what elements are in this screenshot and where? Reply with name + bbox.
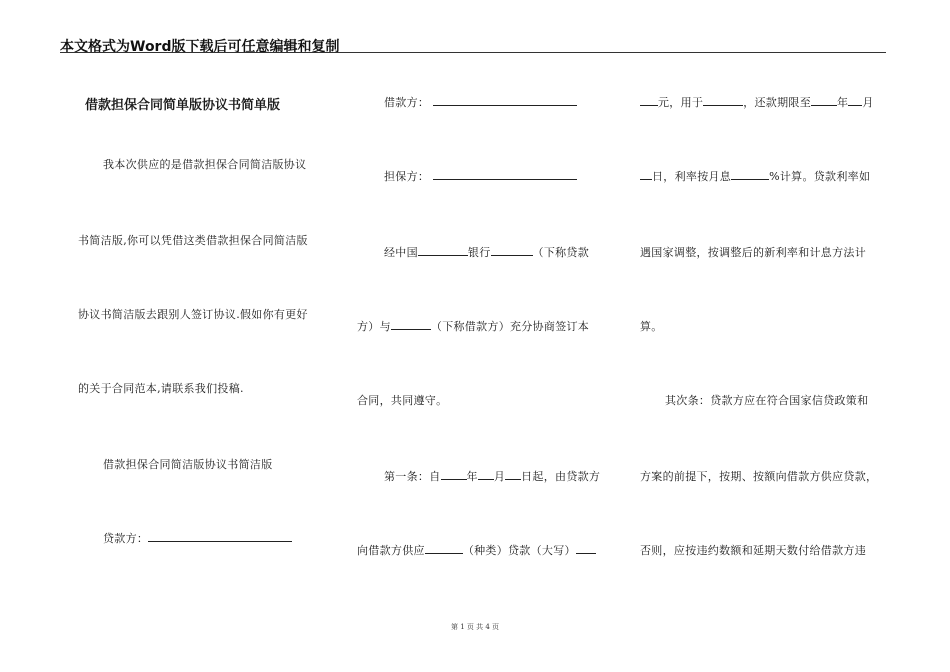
text-span: 银行 [467,246,491,259]
document-title: 借款担保合同简单版协议书简单版 [85,98,281,113]
text-span: 年 [466,470,478,483]
intro-line-2: 书简洁版,你可以凭借这类借款担保合同简洁版 [78,234,308,247]
borrower-line [384,94,577,110]
interest-rate-blank [731,170,769,180]
text-span: 月 [862,96,874,109]
text-span: （种类）贷款（大写） [462,544,576,557]
loan-type-blank [425,544,463,554]
intro-line-3: 协议书简洁版去跟别人签订协议.假如你有更好 [78,308,308,321]
lender-blank [148,532,292,542]
text-span: 年 [837,96,849,109]
amount-cont-blank [640,96,658,106]
page-number: 第 1 页 共 4 页 [450,623,500,631]
text-span: 经中国 [384,246,418,259]
col3-line-4: 算。 [640,320,663,333]
text-span: （下称贷款 [532,246,590,259]
text-span: （下称借款方）充分协商签订本 [430,320,590,333]
year-blank [441,470,467,480]
due-day-blank [640,170,652,180]
lender-line [103,530,292,546]
guarantor-blank [433,170,577,180]
guarantor-line [384,168,577,184]
amount-blank [576,544,596,554]
text-span: 向借款方供应 [357,544,425,557]
due-month-blank [848,96,862,106]
text-span: %计算。贷款利率如 [769,170,871,183]
article-1-line-2 [357,542,596,558]
guarantor-label: 担保方： [384,170,430,183]
borrower-blank [433,96,577,106]
intro-line-4: 的关于合同范本,请联系我们投稿. [78,382,244,395]
purpose-blank [703,96,743,106]
month-blank [478,470,494,480]
col3-line-2 [640,168,870,184]
clause-line-2 [357,318,589,334]
col3-line-3: 遇国家调整，按调整后的新利率和计息方法计 [640,246,866,259]
lender-label: 贷款方： [103,532,149,545]
col3-line-6: 方案的前提下，按期、按额向借款方供应贷款， [640,470,878,483]
col3-line-5: 其次条：贷款方应在符合国家信贷政策和 [665,394,869,407]
intro-line-1: 我本次供应的是借款担保合同简洁版协议 [103,158,307,171]
text-span: ，还款期限至 [743,96,812,109]
clause-line-1 [384,244,589,260]
due-year-blank [811,96,837,106]
col3-line-7: 否则，应按违约数额和延期天数付给借款方违 [640,544,866,557]
branch-blank [491,246,533,256]
borrower-label: 借款方： [384,96,430,109]
text-span: 方）与 [357,320,391,333]
bank-blank [418,246,468,256]
text-span: 月 [493,470,506,483]
text-span: 元，用于 [658,96,704,109]
contract-subtitle: 借款担保合同简洁版协议书简洁版 [103,458,273,471]
borrower-name-blank [391,320,431,330]
clause-line-3: 合同，共同遵守。 [357,394,448,407]
text-span: 第一条：自 [384,470,441,483]
day-blank [505,470,521,480]
document-header: 本文格式为Word版下载后可任意编辑和复制 [60,39,340,55]
article-1-line [384,468,600,484]
header-divider [60,52,886,53]
col3-line-1 [640,94,874,110]
text-span: 日起，由贷款方 [521,470,601,483]
text-span: 日，利率按月息 [652,170,732,183]
